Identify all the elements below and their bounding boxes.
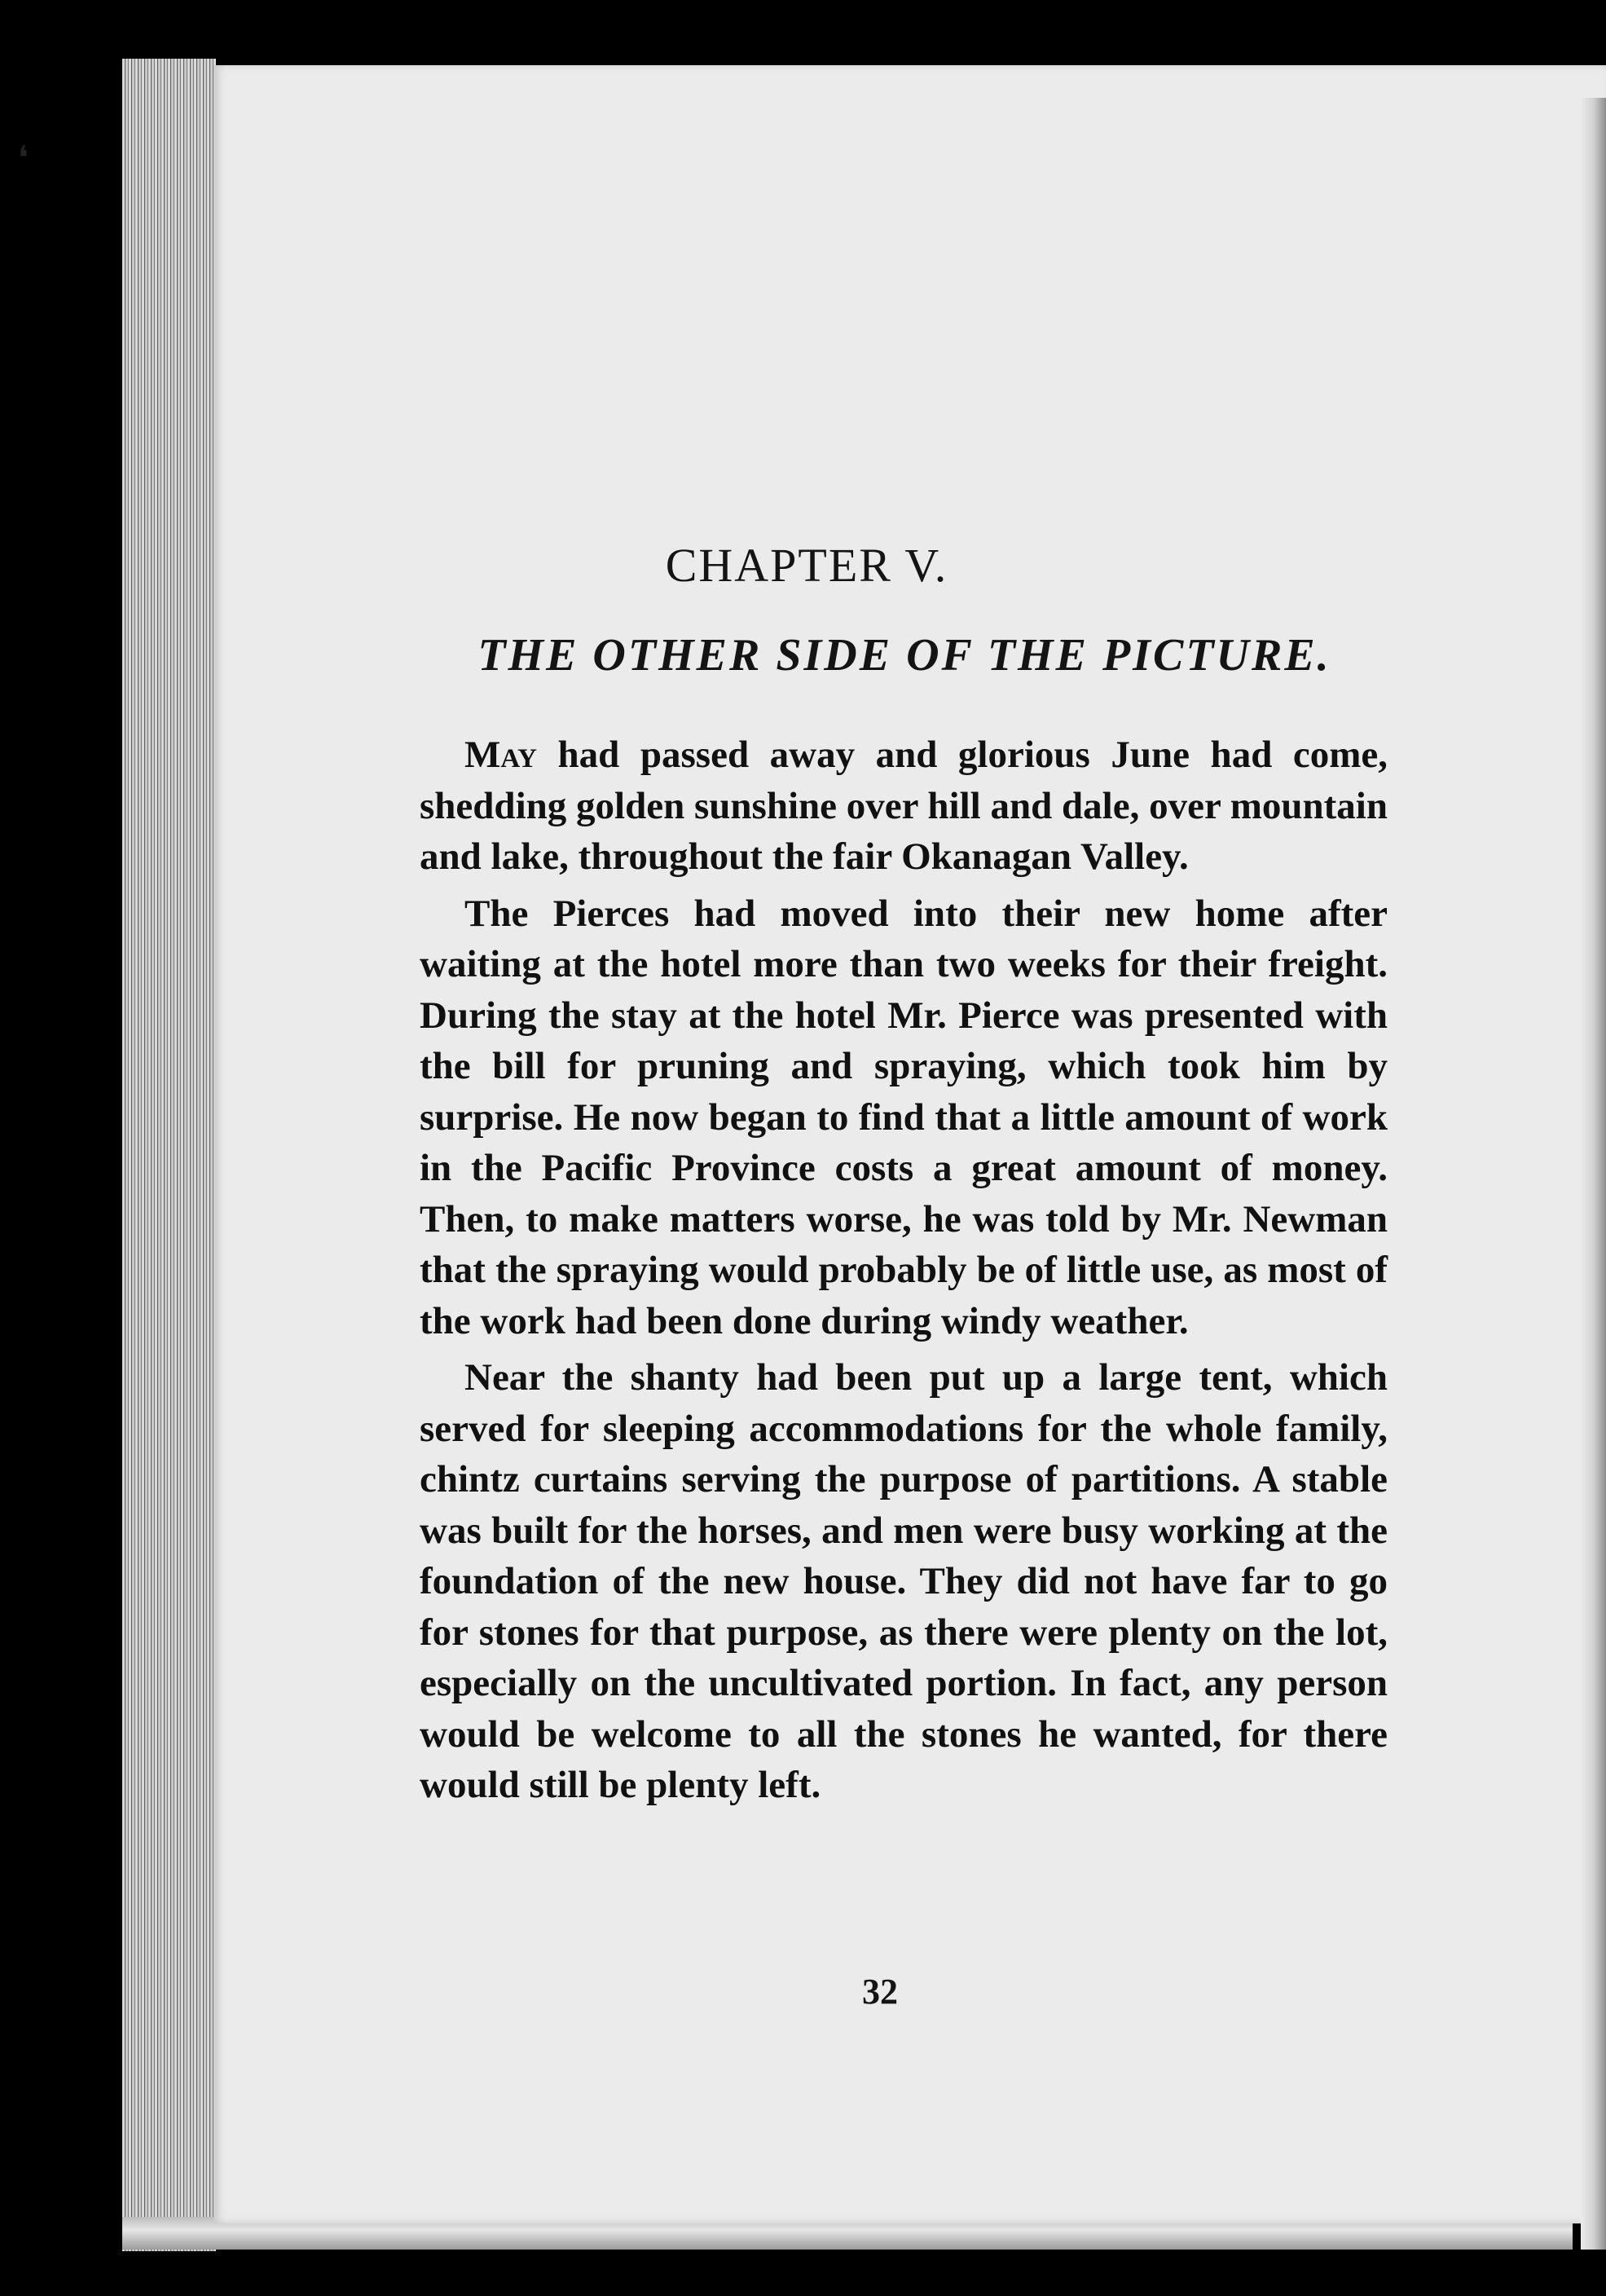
- paragraph-1: [420, 729, 1388, 883]
- paragraph-text: Near the shanty had been put up a large tent, which served for sleeping accommodations for the whole family, chintz curtains serving the purpose of partitions. A stable was built for the horses, and men were busy working at the foundation of the new house. They did not have far to go for stones for that purpose, as there were plenty on the lot, especially on the uncultivated portion. In fact, any person would be welcome to all the stones he wanted, for there would still be plenty left.: [420, 1356, 1388, 1806]
- chapter-title: THE OTHER SIDE OF THE PICTURE.: [477, 630, 1331, 681]
- scan-mark: ❛: [18, 139, 29, 176]
- body-text: [420, 729, 1388, 1817]
- paragraph-2: [420, 888, 1388, 1347]
- page-right-edge: [1581, 98, 1606, 2250]
- paragraph-3: [420, 1352, 1388, 1811]
- chapter-number: CHAPTER V.: [665, 539, 948, 592]
- paragraph-text: The Pierces had moved into their new home after waiting at the hotel more than two weeks for their freight. During the stay at the hotel Mr. Pierce was presented with the bill for pruning and spraying, which took him by surprise. He now began to find that a little amount of work in the Pacific Province costs a great amount of money. Then, to make matters worse, he was told by Mr. Newman that the spraying would probably be of little use, as most of the work had been done during windy weather.: [420, 892, 1388, 1342]
- book-page-edges: [122, 59, 216, 2251]
- paragraph-lead-word: May: [464, 734, 537, 776]
- page-number: 32: [862, 1972, 898, 2012]
- paragraph-text: had passed away and glorious June had come, shedding golden sunshine over hill and dale, over mountain and lake, throughout the fair Okanagan Valley.: [420, 734, 1388, 878]
